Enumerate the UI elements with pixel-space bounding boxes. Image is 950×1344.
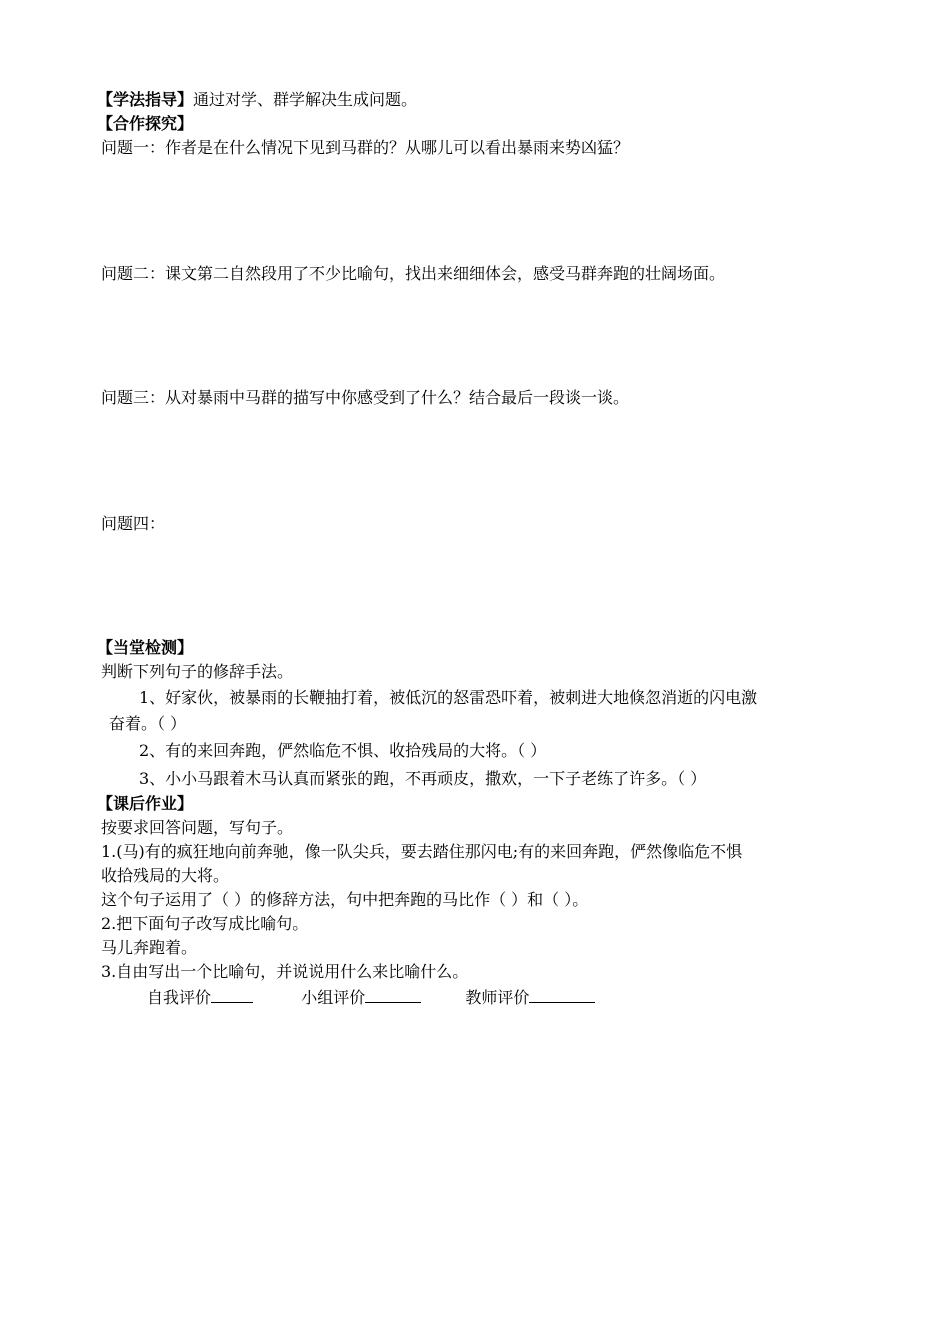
group-evaluation-label: 小组评价 bbox=[301, 988, 366, 1007]
study-guide-text: 通过对学、群学解决生成问题。 bbox=[193, 90, 418, 109]
study-guide-line bbox=[97, 88, 871, 112]
cooperation-section bbox=[97, 112, 871, 136]
homework-line-2: 收拾残局的大将。 bbox=[101, 866, 230, 885]
homework-label: 【课后作业】 bbox=[97, 794, 194, 813]
cooperation-label: 【合作探究】 bbox=[97, 114, 194, 133]
test-item-2: 2、有的来回奔跑，俨然临危不惧、收拾残局的大将。（ ） bbox=[139, 741, 547, 760]
question-4: 问题四： bbox=[101, 514, 166, 533]
self-evaluation-label: 自我评价 bbox=[147, 988, 212, 1007]
test-item-1-cont: 奋着。（ ） bbox=[109, 714, 187, 733]
in-class-test-instruction: 判断下列句子的修辞手法。 bbox=[101, 662, 294, 681]
homework-line-4: 2.把下面句子改写成比喻句。 bbox=[101, 914, 309, 933]
in-class-test-section bbox=[97, 636, 871, 1010]
in-class-test-label: 【当堂检测】 bbox=[97, 638, 194, 657]
study-guide-section bbox=[97, 88, 871, 112]
test-item-3: 3、小小马跟着木马认真而紧张的跑，不再顽皮，撒欢，一下子老练了许多。（ ） bbox=[139, 769, 707, 788]
question-3: 问题三：从对暴雨中马群的描写中你感受到了什么？结合最后一段谈一谈。 bbox=[101, 388, 630, 407]
self-evaluation-blank[interactable] bbox=[211, 984, 253, 1003]
homework-instruction: 按要求回答问题，写句子。 bbox=[101, 818, 294, 837]
teacher-evaluation-label: 教师评价 bbox=[465, 988, 530, 1007]
homework-line-3: 这个句子运用了（ ）的修辞方法，句中把奔跑的马比作（ ）和（ ）。 bbox=[101, 890, 589, 909]
homework-line-1: 1.(马)有的疯狂地向前奔驰，像一队尖兵，要去踏住那闪电;有的来回奔跑，俨然像临危不惧 bbox=[101, 842, 743, 861]
group-evaluation-blank[interactable] bbox=[365, 984, 421, 1003]
homework-line-5: 马儿奔跑着。 bbox=[101, 938, 198, 957]
homework-line-6: 3.自由写出一个比喻句，并说说用什么来比喻什么。 bbox=[101, 962, 469, 981]
evaluation-row bbox=[101, 984, 871, 1010]
study-guide-label: 【学法指导】 bbox=[97, 90, 194, 109]
question-2: 问题二：课文第二自然段用了不少比喻句，找出来细细体会，感受马群奔跑的壮阔场面。 bbox=[101, 264, 726, 283]
teacher-evaluation-blank[interactable] bbox=[529, 984, 595, 1003]
test-item-1: 1、好家伙，被暴雨的长鞭抽打着，被低沉的怒雷恐吓着，被刺进大地倏忽消逝的闪电激 bbox=[139, 688, 758, 707]
question-1: 问题一：作者是在什么情况下见到马群的？从哪儿可以看出暴雨来势凶猛？ bbox=[101, 138, 630, 157]
